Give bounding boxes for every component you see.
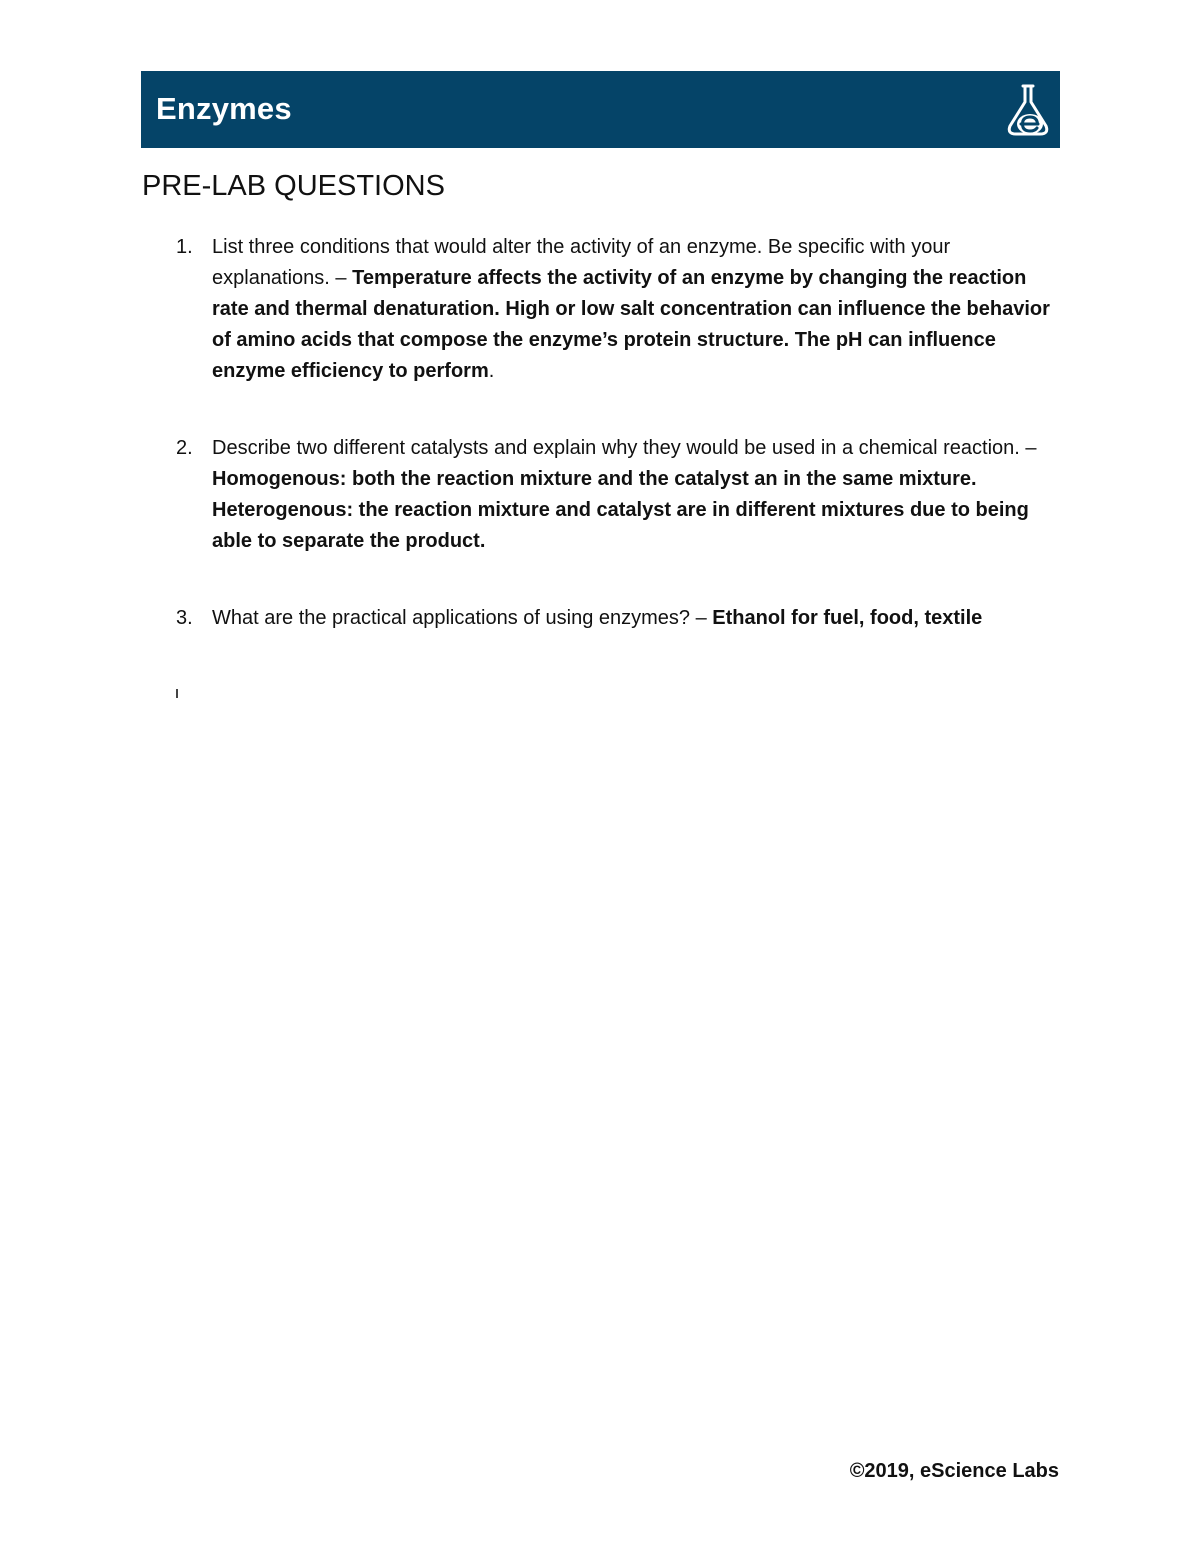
flask-e-logo-icon: [1004, 80, 1052, 140]
question-answer: Temperature affects the activity of an enzyme by changing the reaction rate and thermal denaturation. High or low salt concentration can influence the behavior of amino acids that compose the enzyme’s protein structure. The pH can influence enzyme efficiency to perform: [212, 267, 1050, 382]
section-heading: PRE-LAB QUESTIONS: [142, 170, 445, 202]
question-answer: Ethanol for fuel, food, textile: [712, 607, 983, 629]
question-suffix: .: [488, 360, 495, 382]
question-item: [141, 232, 1061, 387]
stray-text-mark: [176, 689, 178, 698]
question-prompt: What are the practical applications of using enzymes? –: [212, 607, 713, 629]
question-list: [141, 232, 1061, 634]
question-number: 3.: [176, 607, 193, 629]
question-item: [141, 603, 1061, 634]
question-item: [141, 433, 1061, 557]
header-banner: [141, 71, 1060, 148]
question-number: 1.: [176, 236, 193, 258]
page-title: Enzymes: [156, 91, 292, 126]
question-number: 2.: [176, 437, 193, 459]
question-prompt: Describe two different catalysts and explain why they would be used in a chemical reaction. –: [212, 437, 1037, 459]
question-answer: Homogenous: both the reaction mixture and the catalyst an in the same mixture. Heterogenous: the reaction mixture and catalyst are in different mixtures due to being able to separate the product.: [212, 468, 1029, 552]
question-prompt: List three conditions that would alter the activity of an enzyme. Be specific with your explanations. –: [212, 236, 951, 289]
copyright-footer: ©2019, eScience Labs: [849, 1460, 1059, 1482]
